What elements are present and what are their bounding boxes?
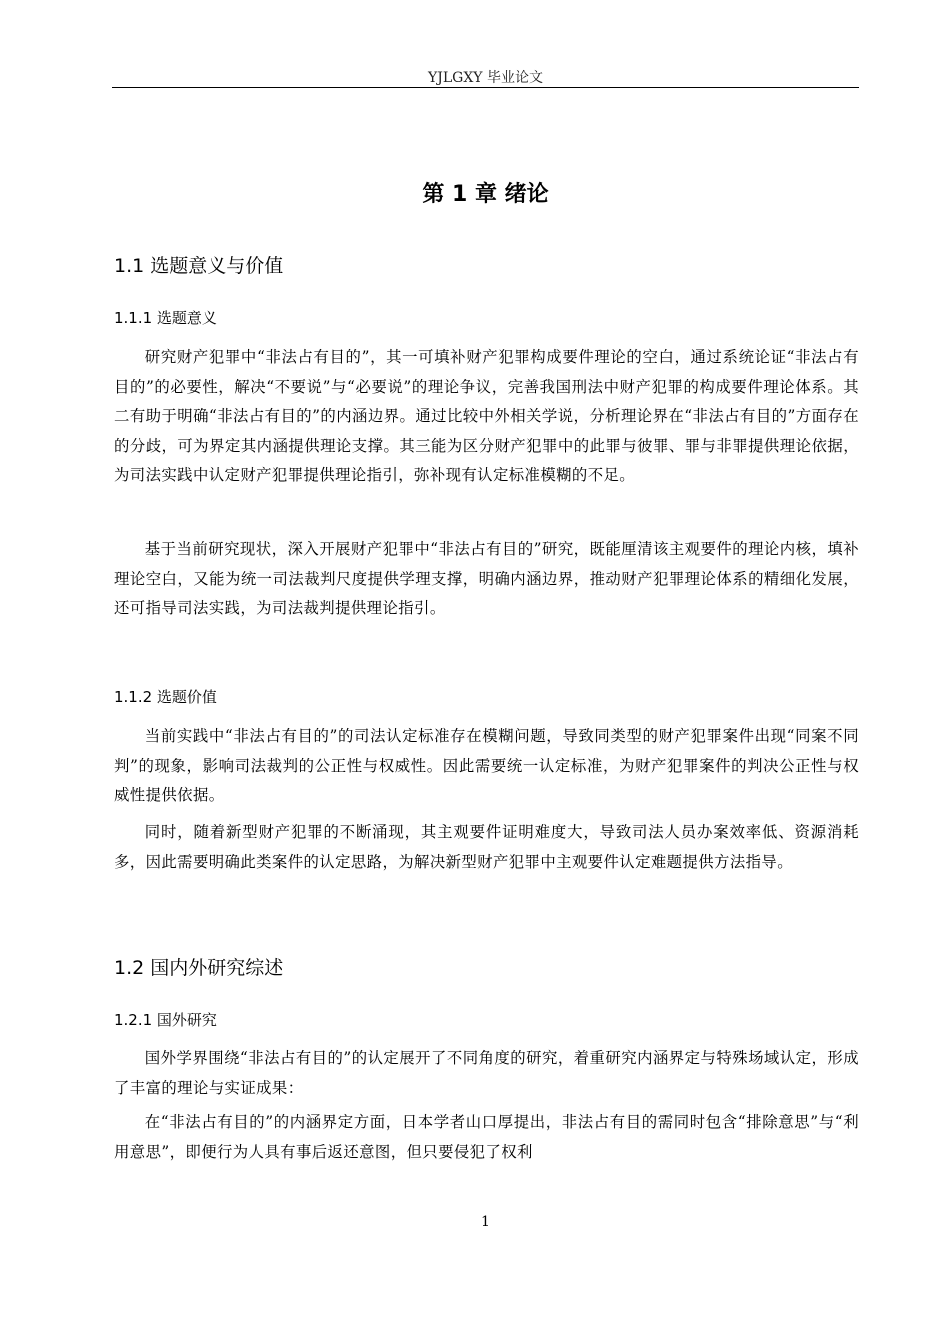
chapter-title: 第 1 章 绪论 [422,182,549,207]
section-heading-1-1: 1.1 选题意义与价值 [114,255,284,277]
subsection-heading-1-1-2: 1.1.2 选题价值 [114,688,217,706]
section-heading-1-2: 1.2 国内外研究综述 [114,957,284,979]
header-divider [112,87,859,88]
paragraph: 当前实践中“非法占有目的”的司法认定标准存在模糊问题，导致同类型的财产犯罪案件出现“同案不同判”的现象，影响司法裁判的公正性与权威性。因此需要统一认定标准，为财产犯罪案件的判决公正性与权威性提供依据。 [114,727,859,805]
paragraph: 研究财产犯罪中“非法占有目的”，其一可填补财产犯罪构成要件理论的空白，通过系统论证“非法占有目的”的必要性，解决“不要说”与“必要说”的理论争议，完善我国刑法中财产犯罪的构成要件理论体系。其二有助于明确“非法占有目的”的内涵边界。通过比较中外相关学说，分析理论界在“非法占有目的”方面存在的分歧，可为界定其内涵提供理论支撑。其三能为区分财产犯罪中的此罪与彼罪、罪与非罪提供理论依据，为司法实践中认定财产犯罪提供理论指引，弥补现有认定标准模糊的不足。 [114,348,859,485]
subsection-heading-1-1-1: 1.1.1 选题意义 [114,309,217,327]
page-number: 1 [481,1214,490,1230]
paragraph: 同时，随着新型财产犯罪的不断涌现，其主观要件证明难度大，导致司法人员办案效率低、资源消耗多，因此需要明确此类案件的认定思路，为解决新型财产犯罪中主观要件认定难题提供方法指导。 [114,823,859,871]
paragraph: 国外学界围绕“非法占有目的”的认定展开了不同角度的研究，着重研究内涵界定与特殊场域认定，形成了丰富的理论与实证成果： [114,1049,859,1097]
subsection-heading-1-2-1: 1.2.1 国外研究 [114,1011,217,1029]
paragraph: 在“非法占有目的”的内涵界定方面，日本学者山口厚提出，非法占有目的需同时包含“排除意思”与“利用意思”，即便行为人具有事后返还意图，但只要侵犯了权利 [114,1113,859,1161]
page-header: YJLGXY 毕业论文 [428,70,543,86]
paragraph: 基于当前研究现状，深入开展财产犯罪中“非法占有目的”研究，既能厘清该主观要件的理论内核，填补理论空白，又能为统一司法裁判尺度提供学理支撑，明确内涵边界，推动财产犯罪理论体系的精细化发展，还可指导司法实践，为司法裁判提供理论指引。 [114,540,859,618]
